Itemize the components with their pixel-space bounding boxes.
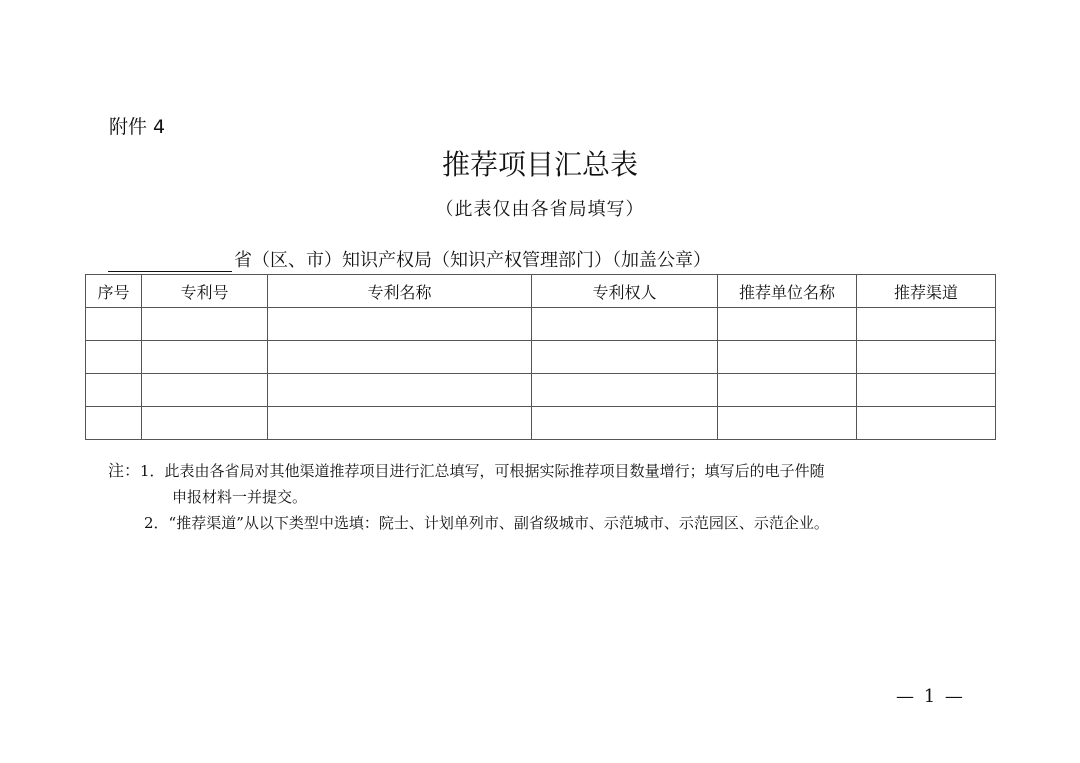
table-cell — [532, 407, 718, 440]
note-2: 2．“推荐渠道”从以下类型中选填：院士、计划单列市、副省级城市、示范城市、示范园区、示范企业。 — [144, 514, 829, 532]
note-1-line-1 — [108, 458, 829, 484]
table-cell — [86, 341, 142, 374]
table-row — [86, 374, 996, 407]
table-cell — [532, 374, 718, 407]
column-header-patent-name: 专利名称 — [268, 275, 532, 308]
page-number: — 1 — — [896, 686, 965, 707]
table-cell — [532, 341, 718, 374]
attachment-label: 附件 4 — [109, 116, 166, 138]
column-header-index: 序号 — [86, 275, 142, 308]
table-cell — [142, 407, 268, 440]
table-cell — [268, 374, 532, 407]
table-cell — [86, 407, 142, 440]
table-header-row — [86, 275, 996, 308]
notes-section — [108, 458, 829, 536]
note-1-text: 1．此表由各省局对其他渠道推荐项目进行汇总填写，可根据实际推荐项目数量增行；填写后的电子件随 — [140, 462, 825, 480]
table-row — [86, 407, 996, 440]
organization-line-text: 省（区、市）知识产权局（知识产权管理部门）（加盖公章） — [234, 250, 711, 271]
table-cell — [532, 308, 718, 341]
column-header-patentee: 专利权人 — [532, 275, 718, 308]
table-cell — [268, 341, 532, 374]
table-cell — [142, 341, 268, 374]
table-cell — [857, 341, 996, 374]
table-cell — [857, 308, 996, 341]
table-cell — [718, 374, 857, 407]
table-cell — [857, 374, 996, 407]
table-cell — [142, 308, 268, 341]
table-cell — [718, 407, 857, 440]
table-cell — [718, 341, 857, 374]
note-1-line-2: 申报材料一并提交。 — [172, 488, 308, 506]
summary-table — [85, 274, 996, 440]
table-cell — [86, 374, 142, 407]
page-title: 推荐项目汇总表 — [441, 148, 638, 181]
column-header-channel: 推荐渠道 — [857, 275, 996, 308]
column-header-recommending-unit: 推荐单位名称 — [718, 275, 857, 308]
table-cell — [86, 308, 142, 341]
table-cell — [857, 407, 996, 440]
table-cell — [142, 374, 268, 407]
table-cell — [268, 407, 532, 440]
notes-label: 注： — [108, 461, 141, 480]
table-row — [86, 308, 996, 341]
organization-blank-field — [108, 251, 232, 272]
table-cell — [268, 308, 532, 341]
table-cell — [718, 308, 857, 341]
page-subtitle: （此表仅由各省局填写） — [435, 199, 645, 220]
column-header-patent-number: 专利号 — [142, 275, 268, 308]
organization-line — [108, 246, 711, 272]
table-row — [86, 341, 996, 374]
